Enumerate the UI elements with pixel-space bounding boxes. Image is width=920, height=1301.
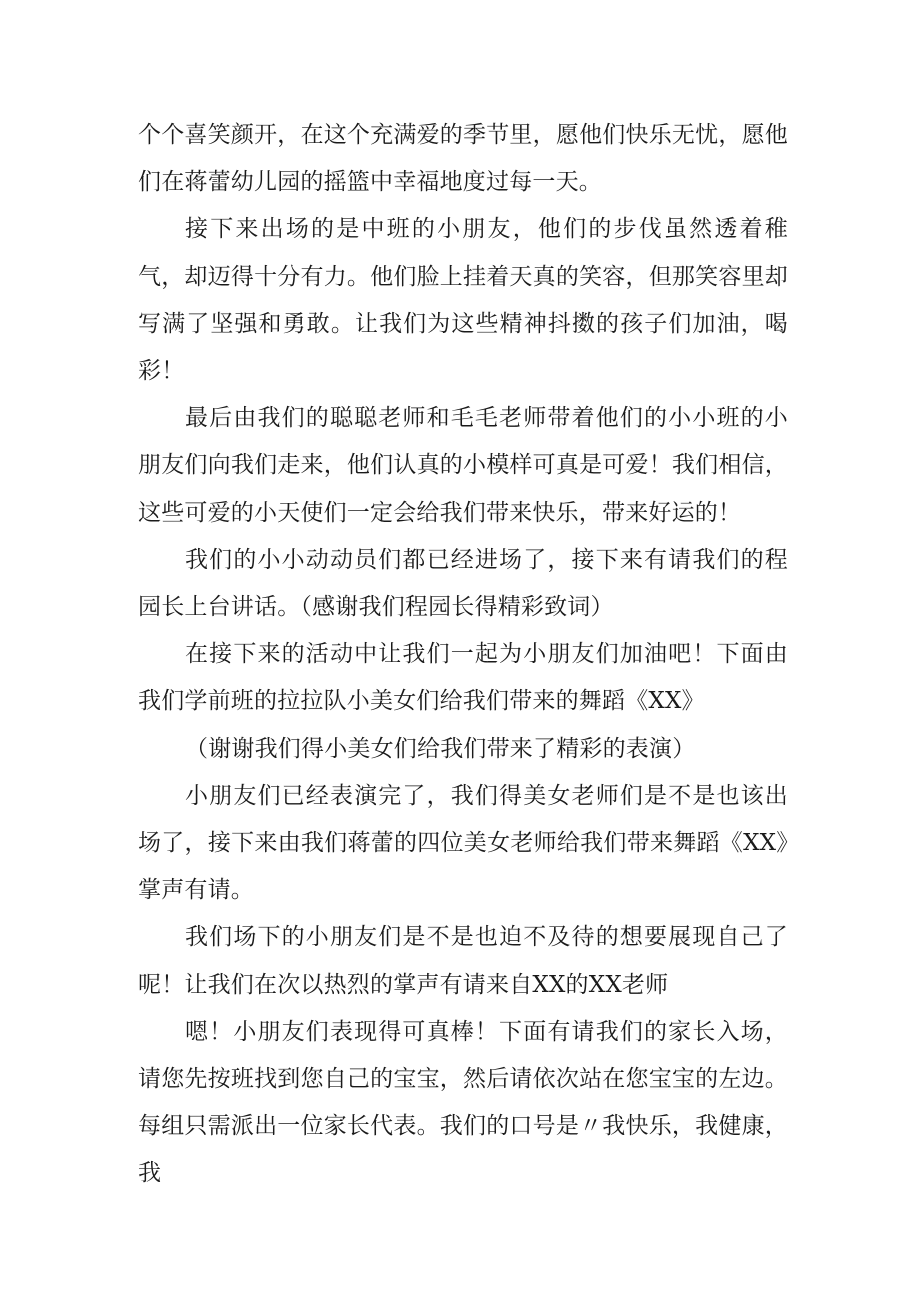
paragraph-8: 我们场下的小朋友们是不是也迫不及待的想要展现自己了呢！让我们在次以热烈的掌声有请来自XX的XX老师 <box>138 924 788 998</box>
paragraph-3: 最后由我们的聪聪老师和毛毛老师带着他们的小小班的小朋友们向我们走来，他们认真的小模样可真是可爱！我们相信，这些可爱的小天使们一定会给我们带来快乐，带来好运的！ <box>138 405 788 526</box>
paragraph-1: 个个喜笑颜开，在这个充满爱的季节里，愿他们快乐无忧，愿他们在蒋蕾幼儿园的摇篮中幸福地度过每一天。 <box>138 122 788 196</box>
paragraph-9: 嗯！小朋友们表现得可真棒！下面有请我们的家长入场，请您先按班找到您自己的宝宝，然后请依次站在您宝宝的左边。每组只需派出一位家长代表。我们的口号是〃我快乐，我健康，我 <box>138 1018 788 1187</box>
paragraph-4: 我们的小小动动员们都已经进场了，接下来有请我们的程园长上台讲话。（感谢我们程园长得精彩致词） <box>138 546 788 621</box>
paragraph-6: （谢谢我们得小美女们给我们带来了精彩的表演） <box>185 735 696 762</box>
paragraph-2: 接下来出场的是中班的小朋友，他们的步伐虽然透着稚气，却迈得十分有力。他们脸上挂着天真的笑容，但那笑容里却写满了坚强和勇敢。让我们为这些精神抖擞的孩子们加油，喝彩！ <box>138 216 788 385</box>
document-body <box>138 112 788 1198</box>
paragraph-5: 在接下来的活动中让我们一起为小朋友们加油吧！下面由我们学前班的拉拉队小美女们给我们带来的舞蹈《XX》 <box>138 641 788 715</box>
paragraph-7: 小朋友们已经表演完了，我们得美女老师们是不是也该出场了，接下来由我们蒋蕾的四位美女老师给我们带来舞蹈《XX》掌声有请。 <box>138 782 788 904</box>
